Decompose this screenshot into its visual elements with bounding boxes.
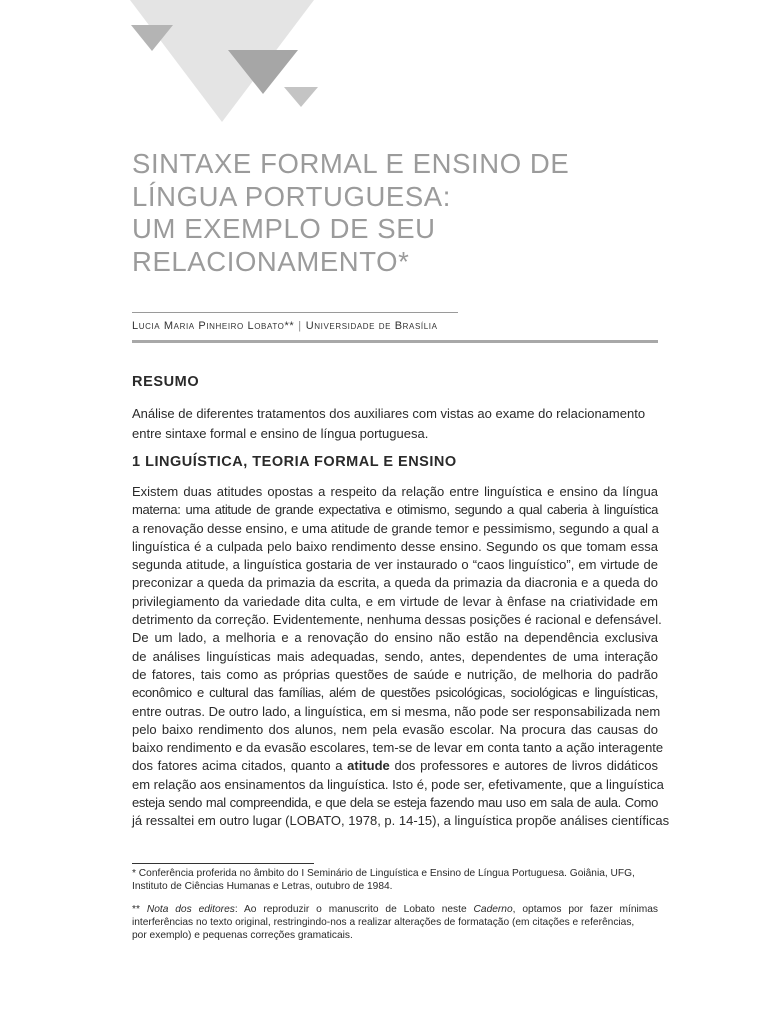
body-line: segunda atitude, a linguística gostaria de ver instaurado o “caos linguístico”, em virtude de [132,557,658,573]
footnote-line [132,903,658,916]
body-line: detrimento da correção. Evidentemente, nenhuma dessas posições é racional e defensável. [132,612,662,628]
body-line: econômico e cultural das famílias, além de questões psicológicas, sociológicas e linguísticas, [132,685,658,701]
body-line-end: dos professores e autores de livros didáticos [389,758,659,774]
body-line: esteja sendo mal compreendida, e que dela se esteja fazendo mau uso em sala de aula. Como [132,795,658,811]
footnote-1 [132,867,658,893]
byline [132,320,438,332]
body-line: de fatores, tais como as próprias questões de saúde e nutrição, de melhoria do padrão [132,666,658,682]
emphasis-atitude: atitude [347,758,390,774]
author-name: Lucia Maria Pinheiro Lobato** [132,320,295,332]
title-line: LÍNGUA PORTUGUESA: [132,180,451,212]
footnote-marker: ** [132,904,147,915]
body-line: privilegiamento da variedade dita culta, e em virtude de levar à ênfase na criatividade em [132,593,658,609]
footnote-line: Instituto de Ciências Humanas e Letras, outubro de 1984. [132,881,393,892]
body-line: entre outras. De outro lado, a linguística, em si mesma, não pode ser responsabilizada nem [132,703,661,719]
footnote-text: , optamos por fazer mínimas [512,904,659,915]
footnote-text: : Ao reproduzir o manuscrito de Lobato neste [234,904,474,915]
decorative-triangles [0,0,330,130]
footnote-line: interferências no texto original, restringindo-nos a realizar alterações de formatação (em citações e referências, [132,917,635,928]
title-line: UM EXEMPLO DE SEU [132,213,436,244]
body-line-start: dos fatores acima citados, quanto a [132,758,343,774]
title-line: RELACIONAMENTO* [132,245,410,277]
editors-note-label: Nota dos editores [146,904,235,915]
footnote-divider [132,863,314,864]
byline-separator: | [298,320,302,332]
section-heading: 1 LINGUÍSTICA, TEORIA FORMAL E ENSINO [132,454,457,470]
abstract-heading: RESUMO [132,374,200,390]
title-line: SINTAXE FORMAL E ENSINO DE [132,148,570,179]
body-line: materna: uma atitude de grande expectativa e otimismo, segundo a qual caberia à linguística [132,502,658,518]
document-title [132,148,692,278]
body-line: de análises linguísticas mais adequadas, sendo, antes, dependentes de uma interação [132,648,658,664]
abstract-text: Análise de diferentes tratamentos dos auxiliares com vistas ao exame do relacionamento entre sintaxe formal e ensino de língua portuguesa. [132,406,646,441]
body-line: baixo rendimento e da evasão escolares, tem-se de levar em conta tanto a ação interagente [132,740,664,756]
small-gray-triangle-right [284,87,318,107]
body-line: Existem duas atitudes opostas a respeito da relação entre linguística e ensino da língua [132,484,658,499]
title-divider [132,312,458,313]
footnote-2 [132,903,658,942]
body-line: em relação aos ensinamentos da linguística. Isto é, pode ser, efetivamente, que a linguística [132,776,664,792]
footnote-line: * Conferência proferida no âmbito do I Seminário de Linguística e Ensino de Língua Portuguesa. Goiânia, UFG, [132,868,635,879]
header-divider [132,340,658,343]
author-affiliation: Universidade de Brasília [305,320,438,332]
body-line: linguística é a culpada pelo baixo rendimento desse ensino. Segundo os que tomam essa [132,538,658,554]
body-line [132,757,658,775]
section-body [132,483,670,831]
body-line: preconizar a queda da primazia da escrita, a queda da primazia da diacronia e a queda do [132,575,658,591]
caderno-title: Caderno [473,904,513,915]
body-line: já ressaltei em outro lugar (LOBATO, 1978, p. 14-15), a linguística propõe análises científicas [132,813,670,829]
footnote-line: por exemplo) e pequenas correções gramaticais. [132,930,353,941]
body-line: a renovação desse ensino, e uma atitude de grande temor e pessimismo, segundo a qual a [132,520,659,536]
body-line: pelo baixo rendimento dos alunos, nem pela evasão escolar. Na procura das causas do [132,721,658,737]
body-line: De um lado, a melhoria e a renovação do ensino não estão na dependência exclusiva [132,630,658,646]
